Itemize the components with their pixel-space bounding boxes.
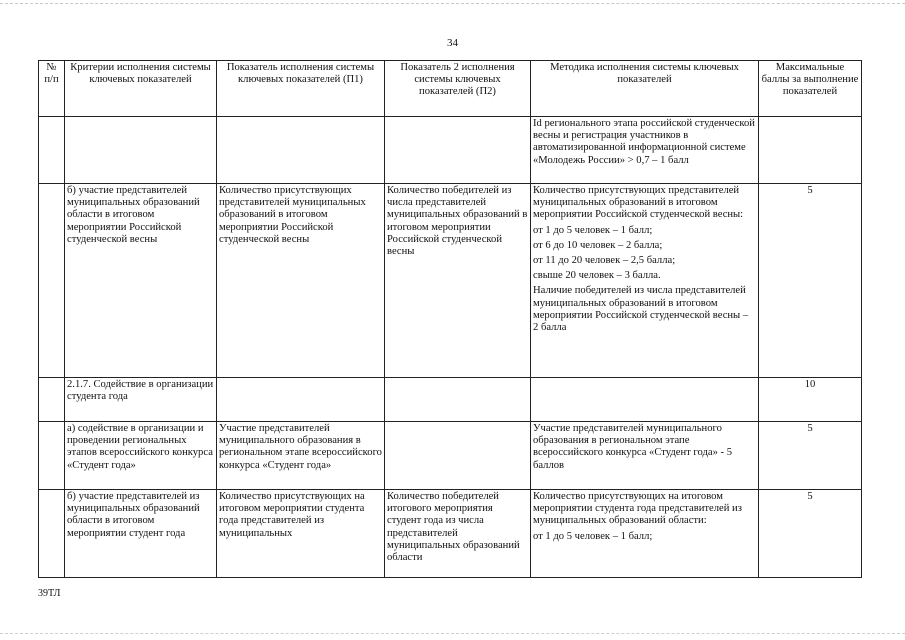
- table-row-continuation: [39, 117, 862, 184]
- method-line: Количество присутствующих на итоговом мероприятии студента года представителей из муниципальных образований области:: [533, 491, 742, 527]
- header-indicator-p2: Показатель 2 исполнения системы ключевых показателей (П2): [385, 61, 531, 117]
- table-row-regional-stages: [39, 422, 862, 490]
- cell-criterion: б) участие представителей из муниципальных образований области в итоговом мероприятии студент года: [65, 490, 217, 578]
- cell-max: 5: [759, 490, 862, 578]
- criteria-table: [38, 60, 862, 578]
- cell-p1: Количество присутствующих на итоговом мероприятии студента года представителей из муниципальных: [217, 490, 385, 578]
- cell-number: [39, 117, 65, 184]
- header-number: № п/п: [39, 61, 65, 117]
- cell-p2: [385, 378, 531, 422]
- cell-number: [39, 490, 65, 578]
- cell-p2: Количество победителей из числа представителей муниципальных образований в итоговом мероприятии Российской студенческой весны: [385, 184, 531, 378]
- cell-max: [759, 117, 862, 184]
- table-row-student-of-year-section: [39, 378, 862, 422]
- cell-p1: Количество присутствующих представителей муниципальных образований в итоговом мероприятии Российской студенческой весны: [217, 184, 385, 378]
- table-row-student-of-year-final: [39, 490, 862, 578]
- table-header-row: [39, 61, 862, 117]
- method-line: свыше 20 человек – 3 балла.: [533, 270, 661, 282]
- page-number: 34: [447, 37, 458, 49]
- method-line: Количество присутствующих представителей муниципальных образований в итоговом мероприятии Российской студенческой весны:: [533, 185, 744, 221]
- cell-number: [39, 184, 65, 378]
- cell-p2: [385, 117, 531, 184]
- cell-p2: Количество победителей итогового мероприятия студент года из числа представителей муниципальных образований области: [385, 490, 531, 578]
- cell-method: [531, 490, 759, 578]
- cell-max: 5: [759, 184, 862, 378]
- cell-p2: [385, 422, 531, 490]
- cell-method: [531, 378, 759, 422]
- scan-edge-top: [0, 3, 905, 4]
- cell-method: Участие представителей муниципального образования в региональном этапе всероссийского конкурса «Студент года» - 5 баллов: [531, 422, 759, 490]
- cell-max: 10: [759, 378, 862, 422]
- cell-p1: Участие представителей муниципального образования в региональном этапе всероссийского конкурса «Студент года»: [217, 422, 385, 490]
- method-line: от 1 до 5 человек – 1 балл;: [533, 224, 653, 236]
- cell-number: [39, 378, 65, 422]
- cell-method: Id регионального этапа российской студенческой весны и регистрация участников в автоматизированной информационной системе «Молодежь России» > 0,7 – 1 балл: [531, 117, 759, 184]
- header-indicator-p1: Показатель исполнения системы ключевых показателей (П1): [217, 61, 385, 117]
- cell-number: [39, 422, 65, 490]
- cell-criterion: б) участие представителей муниципальных образований области в итоговом мероприятии Российской студенческой весны: [65, 184, 217, 378]
- cell-criterion: а) содействие в организации и проведении региональных этапов всероссийского конкурса «Студент года»: [65, 422, 217, 490]
- cell-max: 5: [759, 422, 862, 490]
- header-criteria: Критерии исполнения системы ключевых показателей: [65, 61, 217, 117]
- cell-method: [531, 184, 759, 378]
- method-line: от 1 до 5 человек – 1 балл;: [533, 530, 653, 542]
- cell-p1: [217, 117, 385, 184]
- method-line: Наличие победителей из числа представителей муниципальных образований в итоговом мероприятии Российской студенческой весны – 2 балла: [533, 285, 749, 334]
- cell-p1: [217, 378, 385, 422]
- cell-criterion: 2.1.7. Содействие в организации студента года: [65, 378, 217, 422]
- table-row-student-spring-final: [39, 184, 862, 378]
- document-code: 39ТЛ: [38, 588, 61, 599]
- header-max-score: Максимальные баллы за выполнение показателей: [759, 61, 862, 117]
- header-method: Методика исполнения системы ключевых показателей: [531, 61, 759, 117]
- scan-edge-bottom: [0, 633, 905, 634]
- method-line: от 6 до 10 человек – 2 балла;: [533, 239, 663, 251]
- cell-criterion: [65, 117, 217, 184]
- method-line: от 11 до 20 человек – 2,5 балла;: [533, 255, 676, 267]
